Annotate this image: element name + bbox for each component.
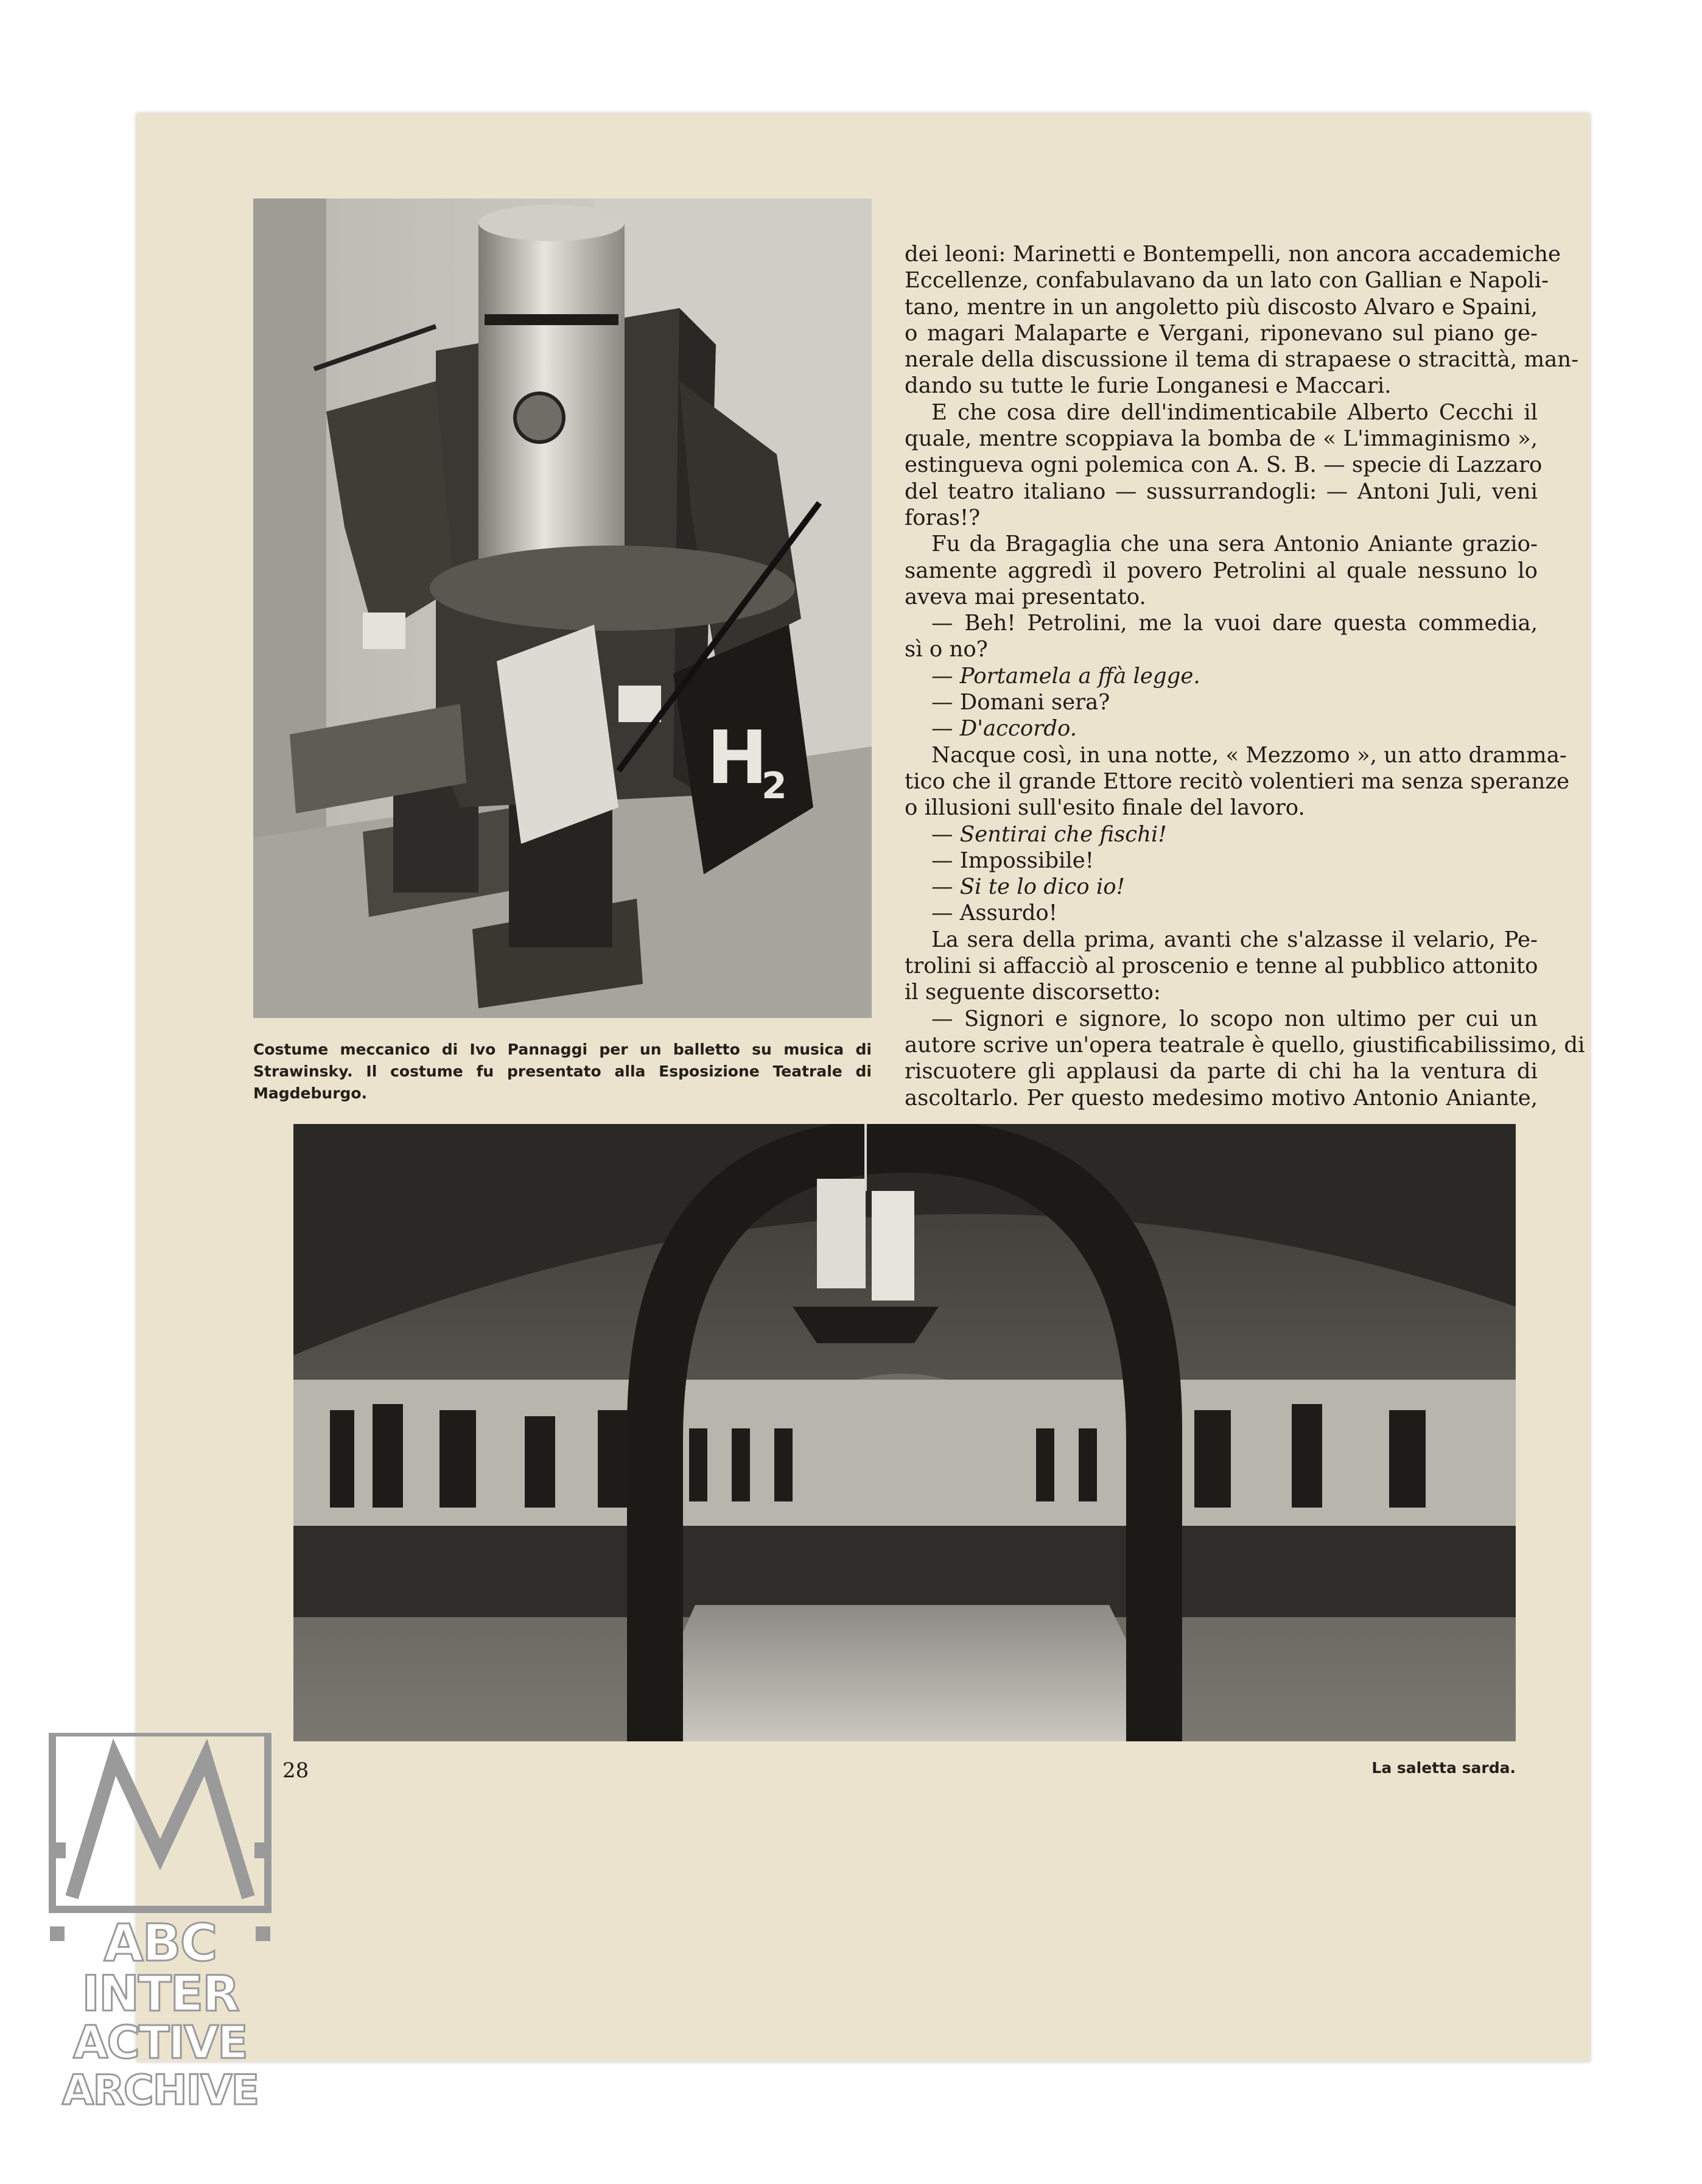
text-line: sì o no? — [905, 637, 988, 662]
costume-photo-caption: Costume meccanico di Ivo Pannaggi per un balletto su musica di Strawinsky. Il costume fu presentato alla Esposizione Teatrale di Magdeburgo. — [253, 1041, 872, 1102]
text-line: samente aggredì il povero Petrolini al quale nessuno lo — [905, 558, 1538, 583]
text-line: Eccellenze, confabulavano da un lato con Gallian e Napoli- — [905, 268, 1549, 293]
text-line: foras!? — [905, 505, 981, 530]
text-line: — Impossibile! — [931, 848, 1094, 873]
text-line: — Assurdo! — [931, 901, 1058, 926]
text-line: — Signori e signore, lo scopo non ultimo per cui un — [931, 1006, 1538, 1031]
text-line: del teatro italiano — sussurrandogli: — Antoni Juli, veni — [905, 479, 1538, 504]
watermark-line: ACTIVE — [73, 2017, 247, 2069]
svg-text:H: H — [707, 716, 768, 801]
text-line: o illusioni sull'esito finale del lavoro. — [905, 795, 1305, 821]
text-line: Fu da Bragaglia che una sera Antonio Aniante grazio- — [931, 532, 1538, 557]
text-line: il seguente discorsetto: — [905, 980, 1161, 1005]
text-line-italic: — Portamela a ffà legge. — [931, 663, 1200, 689]
text-line: tano, mentre in un angoletto più discosto Alvaro e Spaini, — [905, 294, 1538, 320]
text-line: Nacque così, in una notte, « Mezzomo », un atto dramma- — [931, 742, 1567, 768]
article-text — [905, 241, 1585, 1111]
text-line: nerale della discussione il tema di strapaese o stracittà, man- — [905, 347, 1579, 373]
text-line-italic: — D'accordo. — [931, 716, 1077, 742]
text-line: — Domani sera? — [931, 690, 1110, 715]
text-line: riscuotere gli applausi da parte di chi ha la ventura di — [905, 1059, 1538, 1084]
text-line: dando su tutte le furie Longanesi e Maccari. — [905, 373, 1392, 399]
text-line: ascoltarlo. Per questo medesimo motivo Antonio Aniante, — [905, 1085, 1538, 1111]
watermark-line: INTER — [82, 1965, 239, 2022]
text-line: o magari Malaparte e Vergani, riponevano sul piano ge- — [905, 320, 1538, 346]
text-line: — Beh! Petrolini, me la vuoi dare questa commedia, — [931, 611, 1538, 636]
watermark-line: ABC — [103, 1913, 217, 1973]
text-line: aveva mai presentato. — [905, 584, 1146, 609]
text-line — [905, 821, 1538, 848]
text-line: trolini si affacciò al proscenio e tenne al pubblico attonito — [905, 953, 1538, 979]
saletta-sarda-caption: La saletta sarda. — [1371, 1759, 1516, 1777]
abc-archive-logo-watermark — [47, 1733, 273, 2135]
text-line: autore scrive un'opera teatrale è quello, giustificabilissimo, di — [905, 1032, 1585, 1058]
magazine-page — [136, 113, 1590, 2062]
text-line — [905, 663, 1538, 689]
text-line: quale, mentre scoppiava la bomba de « L'immaginismo », — [905, 426, 1538, 452]
text-line: E che cosa dire dell'indimenticabile Alberto Cecchi il — [931, 399, 1538, 425]
text-line — [905, 874, 1538, 900]
watermark-line: ARCHIVE — [61, 2066, 259, 2115]
text-line-italic: — Sentirai che fischi! — [931, 821, 1167, 847]
text-line-italic: — Si te lo dico io! — [931, 874, 1125, 900]
svg-text:2: 2 — [762, 765, 787, 807]
saletta-sarda-photo — [293, 1124, 1516, 1741]
text-line: La sera della prima, avanti che s'alzasse il velario, Pe- — [931, 927, 1538, 952]
page-number: 28 — [282, 1758, 309, 1783]
text-line — [905, 715, 1538, 742]
text-line: dei leoni: Marinetti e Bontempelli, non ancora accademiche — [905, 242, 1561, 267]
text-line: estingueva ogni polemica con A. S. B. — specie di Lazzaro — [905, 452, 1543, 478]
text-line: tico che il grande Ettore recitò volentieri ma senza speranze — [905, 768, 1570, 794]
costume-photo — [253, 198, 872, 1018]
